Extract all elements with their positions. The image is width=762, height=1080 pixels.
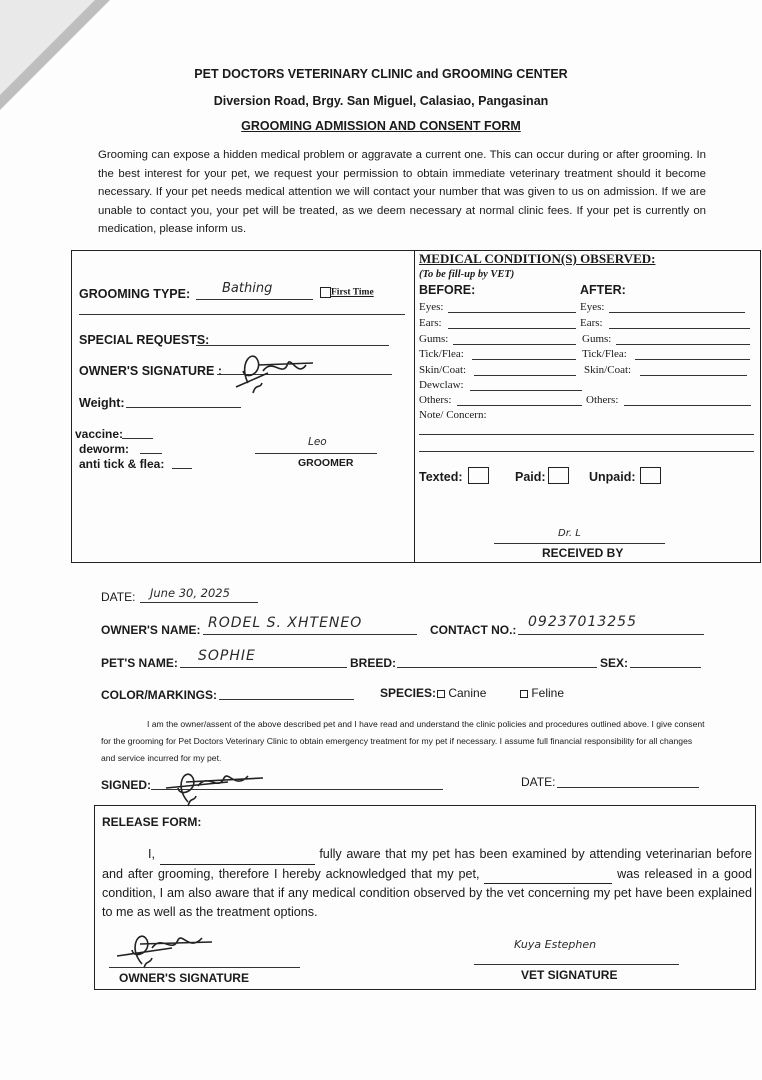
grooming-type-line-2 [79,313,405,315]
after-tickflea-line[interactable] [635,358,750,360]
texted-checkbox[interactable] [468,467,489,484]
release-paragraph [102,845,752,921]
received-by-label: RECEIVED BY [542,546,624,560]
after-others-label: Others: [586,394,619,406]
owner-signature-label: OWNER'S SIGNATURE : [79,364,223,378]
grooming-type-label: GROOMING TYPE: [79,287,191,301]
after-ears-line[interactable] [609,327,750,329]
owner-signature-scribble [228,343,320,398]
unpaid-checkbox[interactable] [640,467,661,484]
form-title: GROOMING ADMISSION AND CONSENT FORM [241,119,521,133]
after-ears-label: Ears: [580,317,603,329]
first-time-label: First Time [331,287,374,298]
antitick-line[interactable] [172,467,192,469]
first-time-checkbox[interactable] [320,287,331,298]
note-line-1[interactable] [419,433,754,435]
owner-name-value[interactable]: RODEL S. XHTENEO [208,615,363,631]
before-others-label: Others: [419,394,452,406]
signed-date-line[interactable] [557,786,699,788]
before-dewclaw-label: Dewclaw: [419,379,464,391]
release-text-3: was released in a good condition, I am also aware that if any medical condition observed by the vet concerning my pet have been explained to me as well as the treatment options. [102,866,753,919]
vaccine-line[interactable] [122,437,153,439]
after-eyes-line[interactable] [609,311,745,313]
release-text-1: I, [148,847,155,861]
after-label: AFTER: [580,283,626,297]
before-label: BEFORE: [419,283,476,297]
texted-label: Texted: [419,470,463,484]
release-owner-signature-label: OWNER'S SIGNATURE [119,971,249,985]
before-tickflea-line[interactable] [472,358,576,360]
after-gums-line[interactable] [616,343,750,345]
breed-label: BREED: [350,656,397,670]
deworm-label: deworm: [79,442,130,456]
after-tickflea-label: Tick/Flea: [582,348,627,360]
owner-name-label: OWNER'S NAME: [101,623,201,637]
signed-signature-scribble [158,760,268,810]
weight-line[interactable] [126,406,241,408]
signed-date-label: DATE: [521,775,556,789]
vet-signature-label: VET SIGNATURE [521,968,618,982]
before-eyes-line[interactable] [448,311,576,313]
medical-subtitle: (To be fill-up by VET) [419,269,515,280]
after-skincoat-label: Skin/Coat: [584,364,632,376]
after-others-line[interactable] [624,404,751,406]
contact-value[interactable]: 09237013255 [528,614,637,630]
paid-label: Paid: [515,470,546,484]
release-owner-name-line[interactable] [160,845,315,865]
clinic-name: PET DOCTORS VETERINARY CLINIC and GROOMING CENTER [194,67,568,81]
pet-name-label: PET'S NAME: [101,656,178,670]
color-label: COLOR/MARKINGS: [101,688,217,702]
date-label: DATE: [101,590,136,604]
contact-line [518,633,704,635]
pet-name-line [180,666,347,668]
vet-signature-value: Kuya Estephen [514,938,597,951]
release-owner-signature-scribble [112,922,222,970]
date-value[interactable]: June 30, 2025 [150,586,230,600]
before-gums-line[interactable] [453,343,576,345]
before-ears-label: Ears: [419,317,442,329]
sex-label: SEX: [600,656,629,670]
note-line-2[interactable] [419,450,754,452]
before-tickflea-label: Tick/Flea: [419,348,464,360]
grooming-type-line [196,298,313,300]
canine-label: Canine [448,686,487,700]
consent-paragraph: I am the owner/assent of the above described pet and I have read and understand the clinic policies and procedures outlined above. I give consent for the grooming for Pet Doctors Veterinary Clinic to obtain emergency treatment for my pet if necessary. I assume full financial responsibility for all changes and service incurred for my pet. [101,719,705,763]
sex-line[interactable] [630,666,701,668]
after-eyes-label: Eyes: [580,301,605,313]
groomer-label: GROOMER [298,457,354,469]
intro-paragraph: Grooming can expose a hidden medical problem or aggravate a current one. This can occur during or after grooming. In the best interest for your pet, we request your permission to obtain immediate veterinary treatment should it become necessary. If your pet needs medical attention we will contact your number that was given to us on admission. If we are unable to contact you, your pet will be treated, as we deem necessary at normal clinic fees. If your pet is currently on medication, please inform us. [98,149,706,236]
after-gums-label: Gums: [582,333,612,345]
clinic-address: Diversion Road, Brgy. San Miguel, Calasiao, Pangasinan [213,94,549,108]
release-pet-name-line[interactable] [484,865,612,885]
color-line[interactable] [219,698,354,700]
received-by-line [494,542,665,544]
groomer-line [255,452,377,454]
after-skincoat-line[interactable] [640,374,747,376]
vaccine-label: vaccine: [75,427,124,441]
before-gums-label: Gums: [419,333,449,345]
before-skincoat-label: Skin/Coat: [419,364,467,376]
paid-checkbox[interactable] [548,467,569,484]
medical-title: MEDICAL CONDITION(S) OBSERVED: [419,251,656,266]
before-eyes-label: Eyes: [419,301,444,313]
vet-signature-line [474,963,679,965]
species-label: SPECIES: [380,686,437,700]
grooming-type-value[interactable]: Bathing [222,281,273,296]
pet-name-value[interactable]: SOPHIE [198,648,256,664]
unpaid-label: Unpaid: [589,470,636,484]
deworm-line[interactable] [140,452,162,454]
feline-label: Feline [531,686,565,700]
breed-line[interactable] [397,666,597,668]
owner-name-line [203,633,417,635]
before-ears-line[interactable] [448,327,576,329]
note-label: Note/ Concern: [419,409,487,421]
received-by-value: Dr. L [558,528,581,539]
before-others-line[interactable] [457,404,582,406]
release-text-2: fully aware that my pet has been examined by attending veterinarian before and after grooming, therefore I hereby acknowledged that my pet, [102,847,753,881]
before-dewclaw-line[interactable] [470,389,582,391]
weight-label: Weight: [79,396,125,410]
release-owner-signature-line [109,966,300,968]
feline-checkbox[interactable] [520,690,528,698]
groomer-value: Leo [308,436,327,448]
special-requests-label: SPECIAL REQUESTS: [79,333,210,347]
contact-label: CONTACT NO.: [430,623,517,637]
before-skincoat-line[interactable] [474,374,576,376]
date-line [140,601,258,603]
signed-label: SIGNED: [101,778,152,792]
release-title: RELEASE FORM: [102,815,202,829]
canine-checkbox[interactable] [437,690,445,698]
antitick-label: anti tick & flea: [79,457,165,471]
